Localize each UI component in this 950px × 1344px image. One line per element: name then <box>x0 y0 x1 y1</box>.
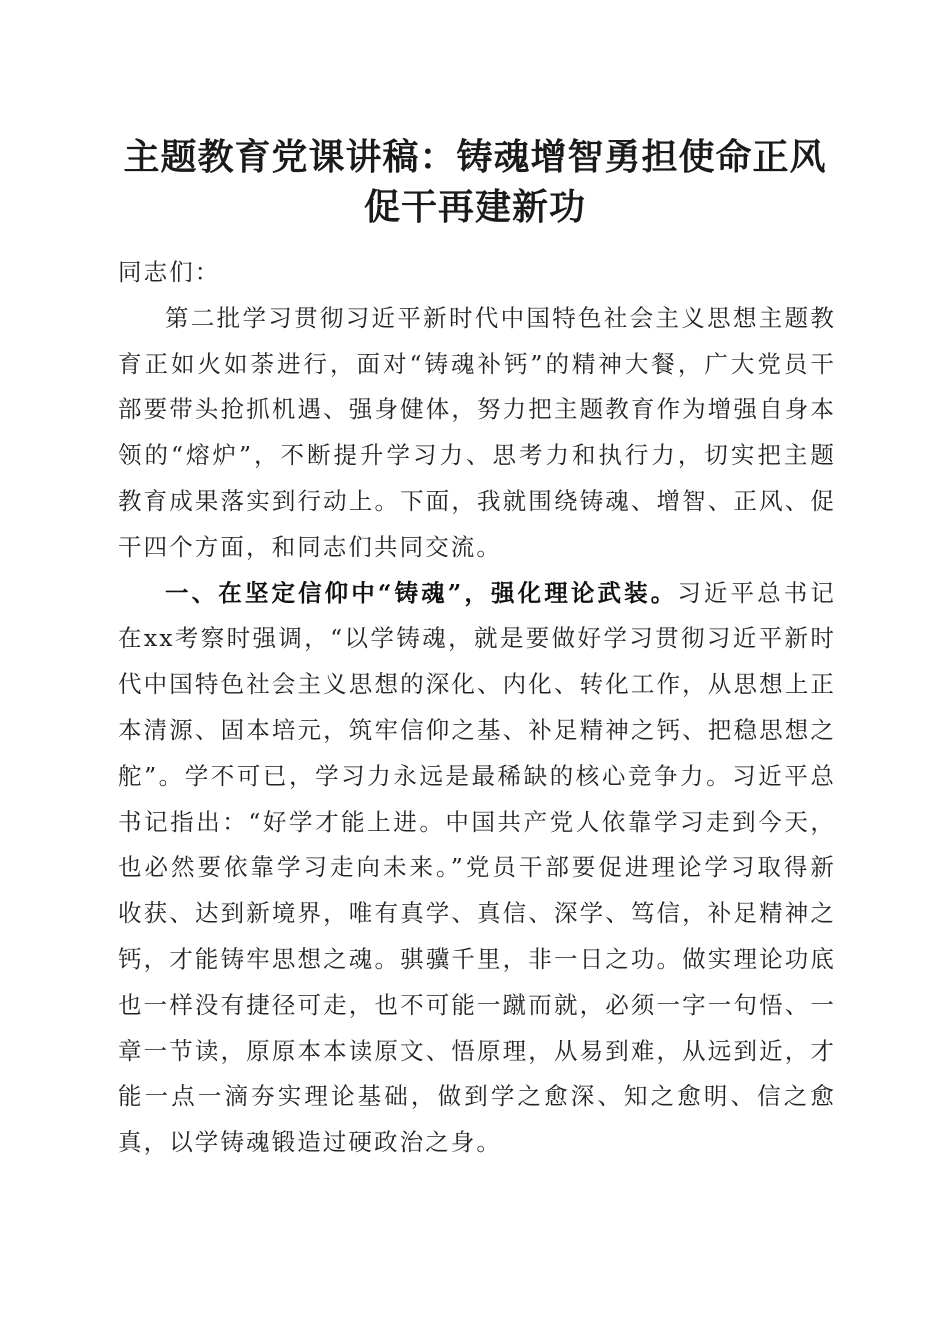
section-1-heading: 一、在坚定信仰中“铸魂”，强化理论武装。 <box>165 578 678 607</box>
document-body <box>118 250 836 1166</box>
paragraph-section-1 <box>118 571 836 1166</box>
salutation: 同志们： <box>118 258 221 286</box>
document-title: 主题教育党课讲稿：铸魂增智勇担使命正风促干再建新功 <box>123 136 827 228</box>
paragraph-intro: 第二批学习贯彻习近平新时代中国特色社会主义思想主题教育正如火如荼进行，面对“铸魂补钙”的精神大餐，广大党员干部要带头抢抓机遇、强身健体，努力把主题教育作为增强自身本领的“熔炉”，不断提升学习力、思考力和执行力，切实把主题教育成果落实到行动上。下面，我就围绕铸魂、增智、正风、促干四个方面，和同志们共同交流。 <box>118 303 836 561</box>
section-1-text: 习近平总书记在xx考察时强调，“以学铸魂，就是要做好学习贯彻习近平新时代中国特色社会主义思想的深化、内化、转化工作，从思想上正本清源、固本培元，筑牢信仰之基、补足精神之钙、把稳思想之舵”。学不可已，学习力永远是最稀缺的核心竞争力。习近平总书记指出：“好学才能上进。中国共产党人依靠学习走到今天，也必然要依靠学习走向未来。”党员干部要促进理论学习取得新收获、达到新境界，唯有真学、真信、深学、笃信，补足精神之钙，才能铸牢思想之魂。骐骥千里，非一日之功。做实理论功底也一样没有捷径可走，也不可能一蹴而就，必须一字一句悟、一章一节读，原原本本读原文、悟原理，从易到难，从远到近，才能一点一滴夯实理论基础，做到学之愈深、知之愈明、信之愈真，以学铸魂锻造过硬政治之身。 <box>118 578 836 1157</box>
